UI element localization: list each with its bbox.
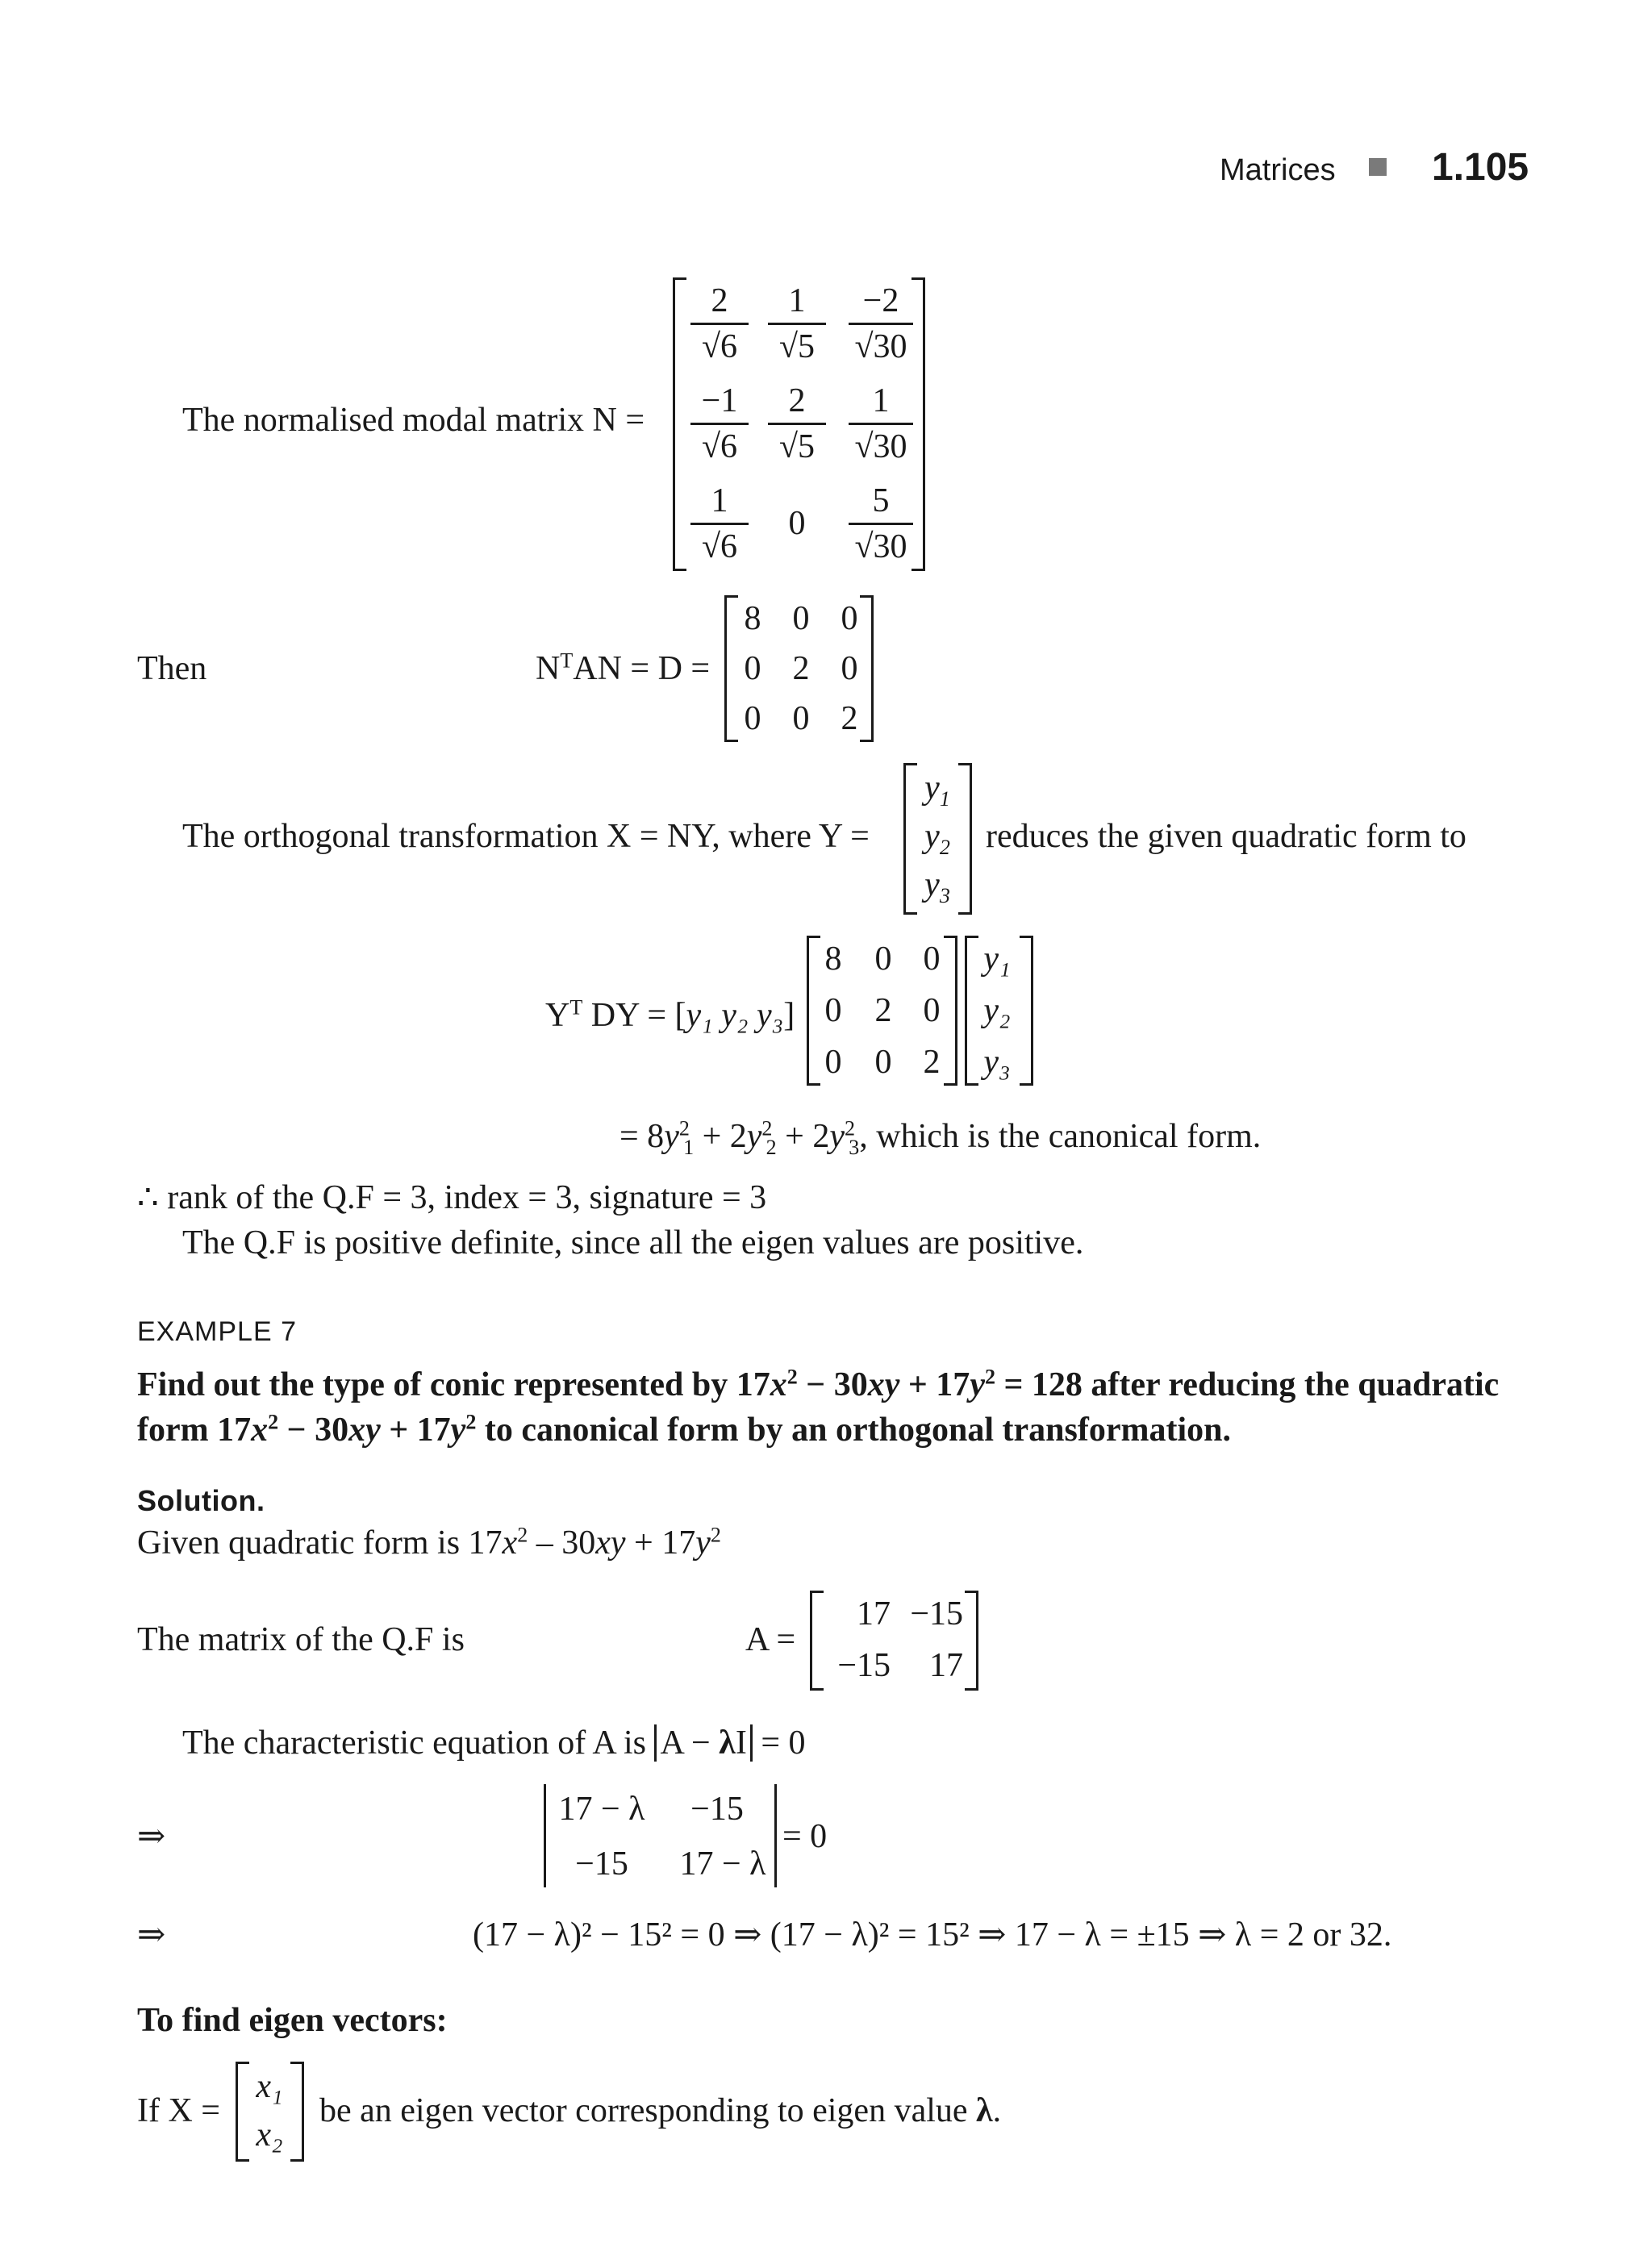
left-bracket xyxy=(903,763,917,915)
right-bracket xyxy=(290,2062,304,2162)
determinant-rhs: = 0 xyxy=(782,1818,828,1855)
orthogonal-transformation-text: The orthogonal transformation X = NY, where Y = xyxy=(182,818,870,855)
reduces-text: reduces the given quadratic form to xyxy=(986,818,1466,855)
vector-entry: $y_3$ xyxy=(924,866,950,908)
left-bracket xyxy=(724,595,738,742)
matrix-a-lhs: A = xyxy=(745,1621,796,1658)
normalised-matrix-label: The normalised modal matrix N = xyxy=(182,402,645,439)
vector-entry: x₂ xyxy=(256,2116,283,2154)
given-quadratic-form: Given quadratic form is $17x^2 - 30xy + 17y^2$ xyxy=(137,1523,721,1562)
matrix-entry: 0 xyxy=(824,1044,842,1081)
matrix-entry: $\frac{-2}{√30}$ xyxy=(849,284,913,364)
matrix-entry: 0 xyxy=(744,650,761,687)
matrix-entry: $\frac{5}{√30}$ xyxy=(849,484,913,564)
left-bracket xyxy=(807,936,820,1086)
matrix-entry: 8 xyxy=(744,600,761,637)
then-word: Then xyxy=(137,650,207,687)
eigenvalue-solution: (17 − λ)² − 15² = 0 ⇒ (17 − λ)² = 15² ⇒ 17 − λ = ±15 ⇒ λ = 2 or 32. xyxy=(473,1916,1392,1954)
left-bracket xyxy=(673,277,686,571)
solution-label: Solution. xyxy=(137,1484,265,1517)
matrix-entry: $\frac{2}{√5}$ xyxy=(768,384,826,464)
matrix-entry: 0 xyxy=(792,700,810,737)
matrix-entry: $\frac{1}{√6}$ xyxy=(690,484,749,564)
matrix-entry: 0 xyxy=(923,940,941,978)
vector-entry: x₁ xyxy=(256,2068,283,2105)
matrix-entry: 0 xyxy=(824,992,842,1029)
determinant-entry: −15 xyxy=(575,1845,628,1883)
example-problem-line-1: Find out the type of conic represented by $17x^2 - 30xy + 17y^2 = 128$ after reducing the quadratic xyxy=(137,1365,1500,1403)
matrix-entry: −15 xyxy=(910,1595,963,1633)
vector-entry: $y_1$ xyxy=(924,769,950,811)
matrix-entry: 2 xyxy=(792,650,810,687)
canonical-form-line: = $8y^2_1 + 2y^2_2 + 2y^2_3$, which is the canonical form. xyxy=(620,1116,1262,1160)
ytdy-lhs: $Y^T$ DY = [y₁ y₂ y₃] xyxy=(545,995,795,1034)
matrix-entry: 17 xyxy=(929,1647,963,1684)
right-bracket xyxy=(958,763,972,915)
eigen-vectors-heading: To find eigen vectors: xyxy=(137,2002,448,2039)
matrix-entry: 0 xyxy=(874,1044,892,1081)
matrix-entry: 17 xyxy=(857,1595,891,1633)
determinant-entry: −15 xyxy=(690,1791,744,1828)
vector-entry: y₂ xyxy=(983,992,1011,1029)
right-bracket xyxy=(860,595,874,742)
characteristic-equation: The characteristic equation of A is A − λI = 0 xyxy=(182,1724,806,1762)
right-bracket xyxy=(965,1591,978,1691)
matrix-entry: 0 xyxy=(744,700,761,737)
right-bracket xyxy=(944,936,957,1086)
matrix-entry: $\frac{2}{√6}$ xyxy=(690,284,749,364)
vector-entry: y₁ xyxy=(983,940,1011,978)
page-number: 1.105 xyxy=(1432,146,1529,189)
matrix-entry: 2 xyxy=(841,700,858,737)
header-square-icon xyxy=(1369,158,1387,176)
determinant-entry: 17 − λ xyxy=(679,1845,766,1883)
positive-definite-statement: The Q.F is positive definite, since all the eigen values are positive. xyxy=(182,1224,1084,1261)
implies-arrow: ⇒ xyxy=(137,1818,166,1855)
matrix-entry: $\frac{1}{√5}$ xyxy=(768,284,826,364)
running-head-section: Matrices xyxy=(1220,153,1336,187)
matrix-entry: $\frac{-1}{√6}$ xyxy=(690,384,749,464)
qf-matrix-label: The matrix of the Q.F is xyxy=(137,1621,465,1658)
diagonalisation-lhs: $N^TAN = D$ = xyxy=(536,648,711,687)
right-bracket xyxy=(912,277,925,571)
matrix-entry: 0 xyxy=(923,992,941,1029)
right-bracket xyxy=(1020,936,1033,1086)
implies-arrow: ⇒ xyxy=(137,1916,166,1954)
matrix-entry: 2 xyxy=(923,1044,941,1081)
example-label: EXAMPLE 7 xyxy=(137,1316,297,1347)
vector-entry: y₃ xyxy=(983,1044,1011,1081)
eigen-vector-statement: be an eigen vector corresponding to eigen value λ. xyxy=(319,2092,1002,2129)
matrix-entry: $\frac{1}{√30}$ xyxy=(849,384,913,464)
rank-index-signature: ∴ rank of the Q.F = 3, index = 3, signature = 3 xyxy=(137,1179,767,1216)
matrix-entry: 0 xyxy=(874,940,892,978)
matrix-entry: 0 xyxy=(841,600,858,637)
matrix-entry: −15 xyxy=(837,1647,891,1684)
left-bracket xyxy=(236,2062,249,2162)
example-problem-line-2: form $17x^2 - 30xy + 17y^2$ to canonical form by an orthogonal transformation. xyxy=(137,1410,1231,1449)
determinant-bar xyxy=(774,1784,777,1887)
matrix-entry: 2 xyxy=(874,992,892,1029)
matrix-entry: 0 xyxy=(792,600,810,637)
determinant-bar xyxy=(544,1784,546,1887)
matrix-entry: 0 xyxy=(788,505,806,542)
matrix-entry: 8 xyxy=(824,940,842,978)
determinant-entry: 17 − λ xyxy=(558,1791,645,1828)
vector-entry: $y_2$ xyxy=(924,818,950,860)
left-bracket xyxy=(965,936,978,1086)
eigen-vector-if: If X = xyxy=(137,2092,220,2129)
matrix-entry: 0 xyxy=(841,650,858,687)
